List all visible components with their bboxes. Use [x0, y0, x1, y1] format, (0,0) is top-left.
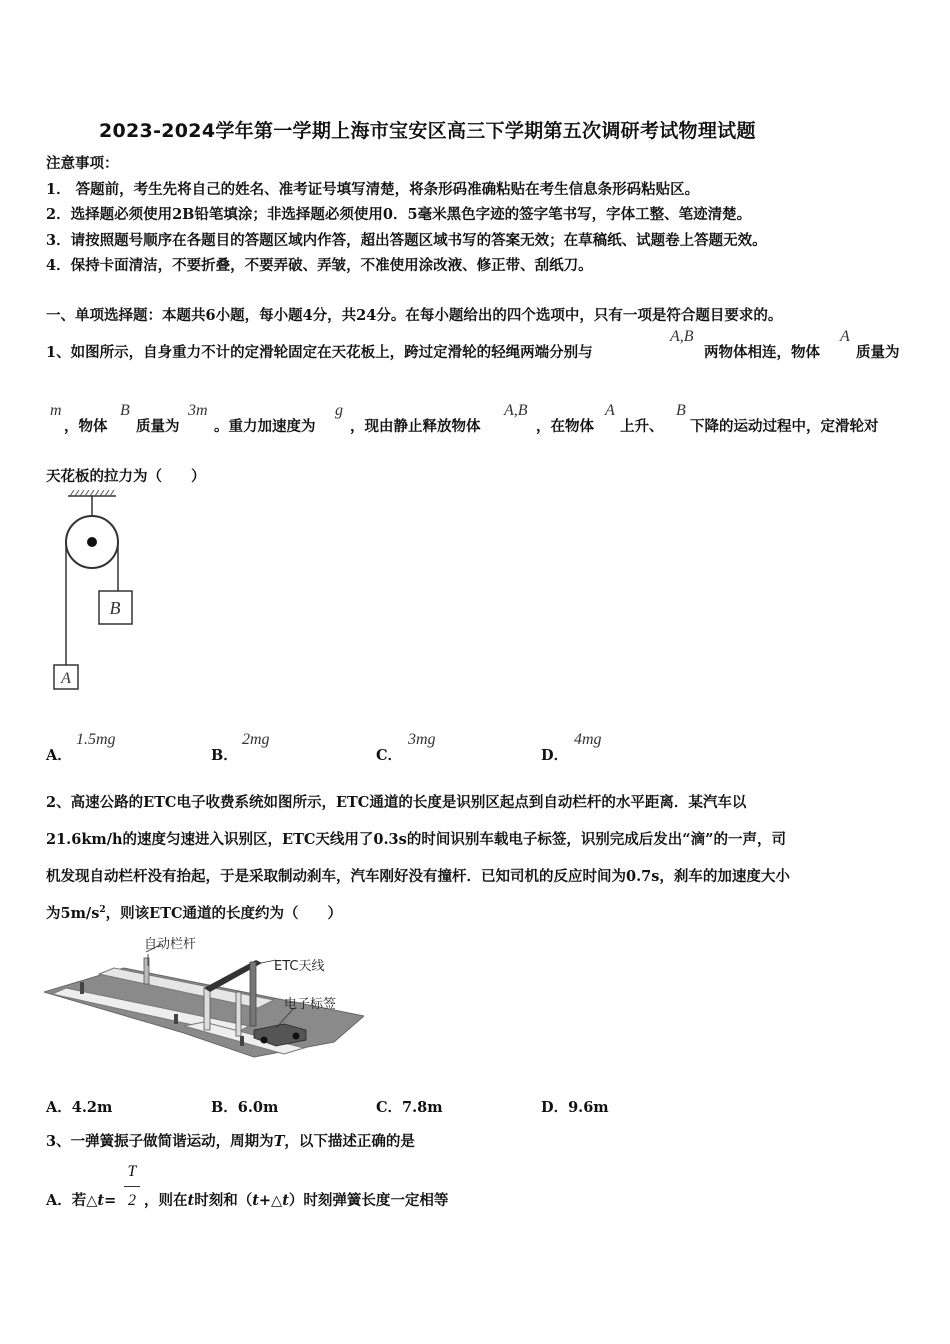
q3-opt-a-d: +△ [258, 1192, 283, 1209]
q1-line2-text2: 质量为 [136, 418, 180, 435]
q1-option-b-value: 2mg [242, 731, 270, 748]
notice-item: 2．选择题必须使用2B铅笔填涂；非选择题必须使用0．5毫米黑色字迹的签字笔书写，字体工整、笔迹清楚。 [46, 206, 752, 223]
q2-option-d-label: D． [541, 1099, 569, 1116]
q1-option-b-label[interactable]: B． [211, 747, 238, 764]
q2-option-b-value: 6.0m [237, 1099, 279, 1116]
q3-stem [46, 1130, 415, 1151]
q3-opt-a-t2: t [187, 1192, 195, 1209]
pulley-diagram [48, 490, 148, 695]
page-title: 2023-2024学年第一学期上海市宝安区高三下学期第五次调研考试物理试题 [99, 120, 756, 142]
q3-opt-a-t4: t [282, 1192, 289, 1209]
q2-line: 2、高速公路的ETC电子收费系统如图所示，ETC通道的长度是识别区起点到自动栏杆的水平距离．某汽车以 [46, 794, 747, 811]
q1-line2-text3: 。重力加速度为 [214, 418, 316, 435]
q3-opt-a-t3: t [252, 1192, 259, 1209]
q1-math-g: g [335, 402, 343, 419]
q2-line: 21.6km/h的速度匀速进入识别区，ETC天线用了0.3s的时间识别车载电子标签，识别完成后发出“滴”的一声，司 [46, 831, 786, 848]
q1-math-m: m [50, 402, 62, 419]
q3-stem-b: ，以下描述正确的是 [284, 1133, 415, 1150]
q3-stem-T: T [273, 1133, 285, 1150]
q3-opt-a-b: ，则在 [144, 1192, 188, 1209]
q2-option-d-value: 9.6m [568, 1099, 609, 1116]
fraction-bar [124, 1186, 140, 1187]
q2-option-d[interactable] [541, 1096, 609, 1117]
q2-option-a-value: 4.2m [71, 1099, 113, 1116]
q2-option-c[interactable] [376, 1096, 443, 1117]
q3-opt-a-t: t [97, 1192, 105, 1209]
q1-line3-text: 天花板的拉力为（ ） [46, 468, 206, 485]
q2-option-b[interactable] [211, 1096, 278, 1117]
block-b-label: B [109, 598, 121, 618]
q1-option-a-label[interactable]: A． [46, 747, 72, 764]
q2-line4-sup: 2 [99, 905, 106, 916]
q2-option-c-label: C． [376, 1099, 403, 1116]
q2-line4 [46, 902, 342, 923]
q1-option-a-value: 1.5mg [76, 731, 116, 748]
q3-opt-a-eq: = [104, 1192, 117, 1209]
q3-opt-a-e: ）时刻弹簧长度一定相等 [288, 1192, 449, 1209]
tag-label: 电子标签 [284, 997, 337, 1012]
q1-option-c-label[interactable]: C． [376, 747, 403, 764]
q1-math-b: B [120, 402, 130, 419]
q1-option-d-label[interactable]: D． [541, 747, 569, 764]
etc-diagram [44, 930, 364, 1065]
q2-option-c-value: 7.8m [402, 1099, 443, 1116]
q1-math-a2: A [605, 402, 615, 419]
q3-option-a-part2 [144, 1189, 448, 1210]
q1-line2-text: ，物体 [64, 418, 108, 435]
q1-line1-text2: 两物体相连，物体 [704, 344, 820, 361]
q1-line2-text5: ，在物体 [536, 418, 594, 435]
q2-line: 机发现自动栏杆没有抬起，于是采取制动刹车，汽车刚好没有撞杆．已知司机的反应时间为0.7s，刹车的加速度大小 [46, 868, 790, 885]
q1-option-d-value: 4mg [574, 731, 602, 748]
q3-stem-a: 3、一弹簧振子做简谐运动，周期为 [46, 1133, 274, 1150]
q2-option-b-label: B． [211, 1099, 238, 1116]
q1-line2-text6: 上升、 [620, 418, 664, 435]
fraction-denominator: 2 [128, 1192, 136, 1209]
q1-line2-text7: 下降的运动过程中，定滑轮对 [690, 418, 879, 435]
section-heading: 一、单项选择题：本题共6小题，每小题4分，共24分。在每小题给出的四个选项中，只有一项是符合题目要求的。 [46, 307, 783, 324]
q2-option-a-label: A． [46, 1099, 72, 1116]
notice-item: 4．保持卡面清洁，不要折叠，不要弄破、弄皱，不准使用涂改液、修正带、刮纸刀。 [46, 257, 593, 274]
q2-option-a[interactable] [46, 1096, 112, 1117]
q1-math-a: A [840, 328, 850, 345]
q3-opt-a-c: 时刻和（ [194, 1192, 253, 1209]
block-a-label: A [61, 670, 71, 687]
antenna-label: ETC天线 [274, 959, 325, 974]
notice-heading: 注意事项： [46, 155, 119, 172]
notice-item: 1． 答题前，考生先将自己的姓名、准考证号填写清楚，将条形码准确粘贴在考生信息条形码粘贴区。 [46, 181, 700, 198]
q1-line1-text3: 质量为 [856, 344, 900, 361]
q1-math-ab2: A,B [504, 402, 528, 419]
q1-line1-text: 1、如图所示，自身重力不计的定滑轮固定在天花板上，跨过定滑轮的轻绳两端分别与 [46, 344, 593, 361]
q1-line2-text4: ，现由静止释放物体 [350, 418, 481, 435]
q3-option-a-part1[interactable] [46, 1189, 116, 1210]
q2-line4-a: 为5m/s [46, 905, 100, 922]
q1-option-c-value: 3mg [408, 731, 436, 748]
q1-math-ab: A,B [670, 328, 694, 345]
q3-opt-a-text: A．若△ [46, 1192, 98, 1209]
q2-line4-b: ，则该ETC通道的长度约为（ ） [105, 905, 343, 922]
notice-item: 3．请按照题号顺序在各题目的答题区域内作答，超出答题区域书写的答案无效；在草稿纸、试题卷上答题无效。 [46, 232, 767, 249]
q1-math-3m: 3m [188, 402, 208, 419]
gate-label: 自动栏杆 [144, 937, 197, 952]
q1-math-b2: B [676, 402, 686, 419]
fraction-numerator: T [127, 1163, 137, 1180]
